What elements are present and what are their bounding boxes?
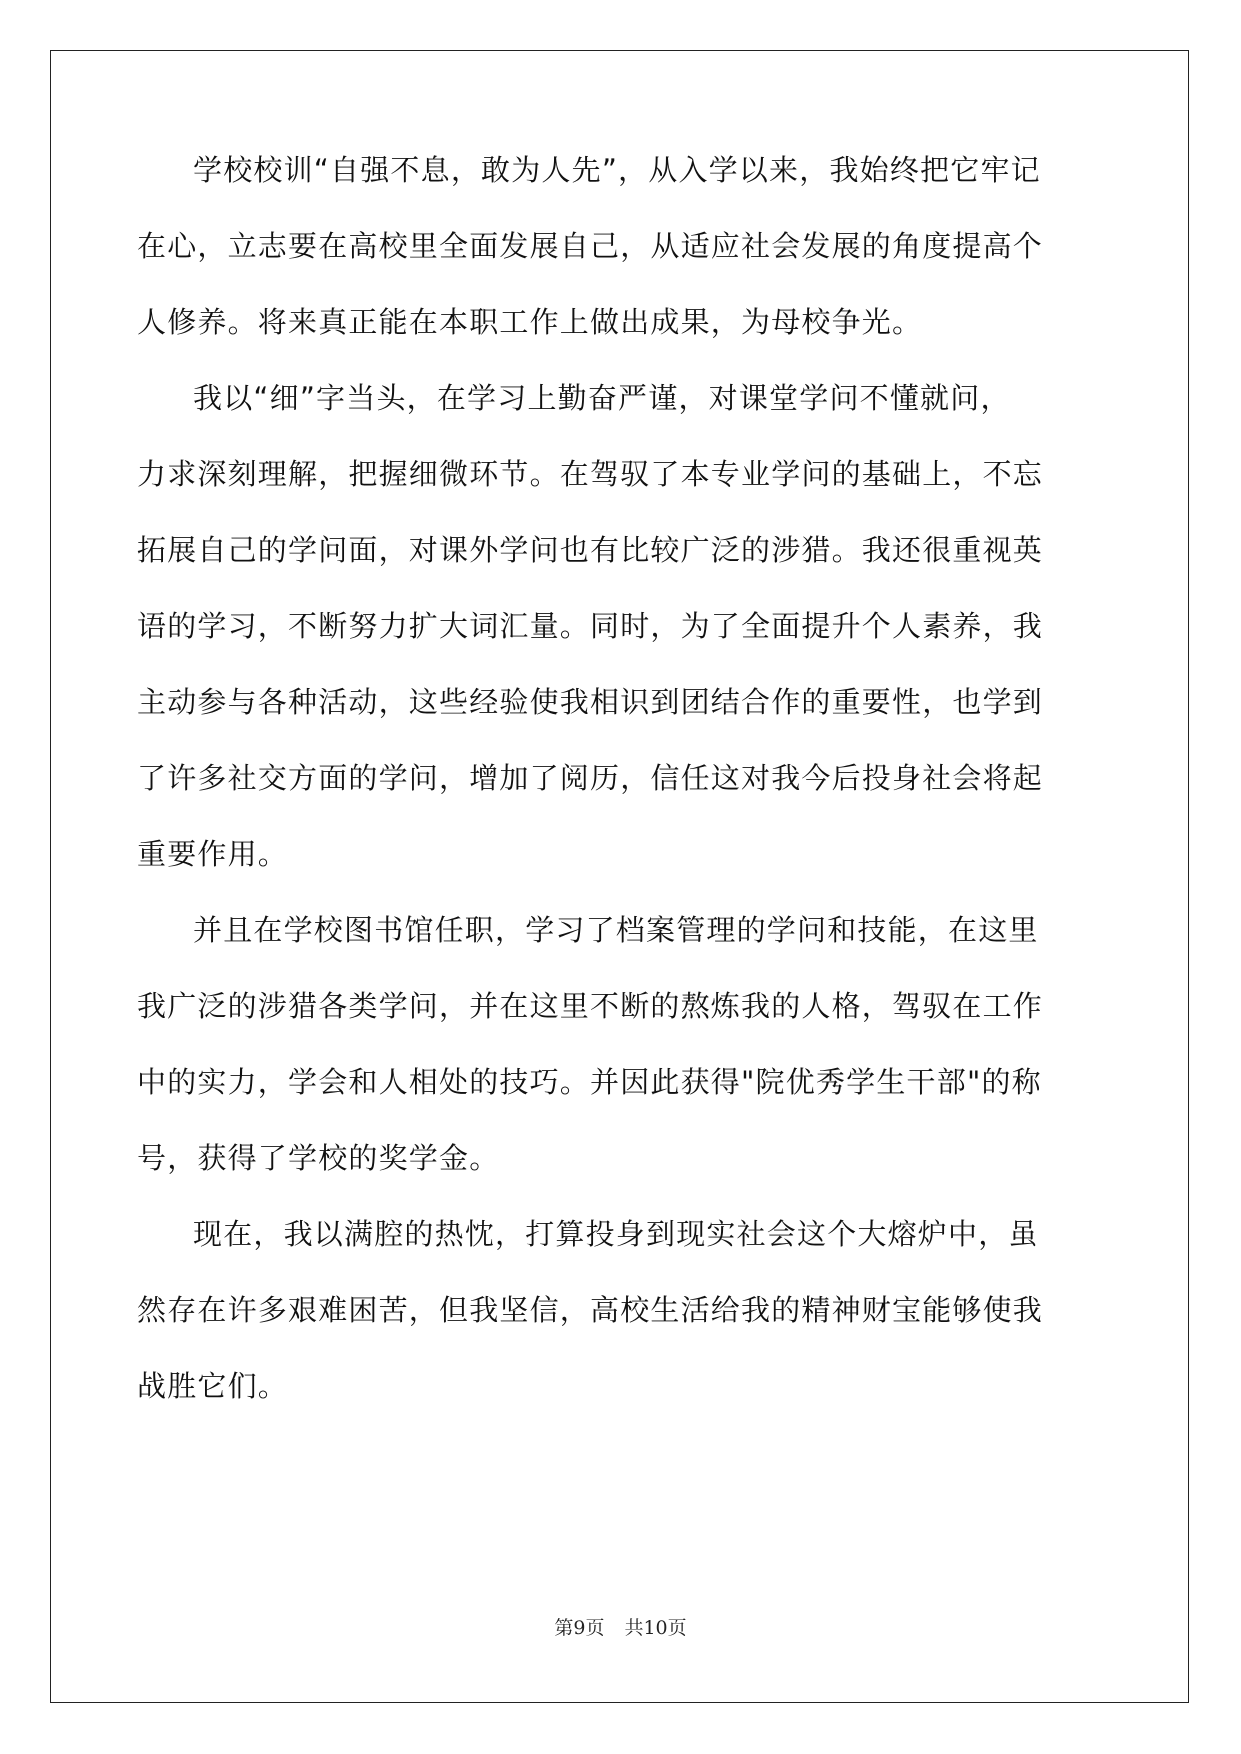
page-border (50, 50, 1189, 1703)
text-line: 拓展自己的学问面，对课外学问也有比较广泛的涉猎。我还很重视英 (137, 533, 1044, 567)
text-line: 主动参与各种活动，这些经验使我相识到团结合作的重要性，也学到 (137, 685, 1044, 719)
text-line: 战胜它们。 (137, 1369, 289, 1403)
page-total: 共10页 (624, 1617, 687, 1639)
text-line: 并且在学校图书馆任职，学习了档案管理的学问和技能，在这里 (193, 913, 1039, 947)
text-line: 我广泛的涉猎各类学问，并在这里不断的熬炼我的人格，驾驭在工作 (137, 989, 1044, 1023)
text-line: 语的学习，不断努力扩大词汇量。同时，为了全面提升个人素养，我 (137, 609, 1044, 643)
text-line: 学校校训“自强不息，敢为人先”，从入学以来，我始终把它牢记 (193, 153, 1041, 187)
page-footer (0, 1616, 1241, 1640)
text-line: 然存在许多艰难困苦，但我坚信，高校生活给我的精神财宝能够使我 (137, 1293, 1044, 1327)
text-line: 重要作用。 (137, 837, 289, 871)
text-line: 号，获得了学校的奖学金。 (137, 1141, 500, 1175)
text-line: 我以“细”字当头，在学习上勤奋严谨，对课堂学问不懂就问， (193, 381, 1011, 415)
text-line: 了许多社交方面的学问，增加了阅历，信任这对我今后投身社会将起 (137, 761, 1044, 795)
text-line: 人修养。将来真正能在本职工作上做出成果，为母校争光。 (137, 305, 923, 339)
page-number: 第9页 (554, 1617, 605, 1639)
text-line: 在心，立志要在高校里全面发展自己，从适应社会发展的角度提高个 (137, 229, 1044, 263)
text-line: 力求深刻理解，把握细微环节。在驾驭了本专业学问的基础上，不忘 (137, 457, 1044, 491)
text-line: 现在，我以满腔的热忱，打算投身到现实社会这个大熔炉中，虽 (193, 1217, 1039, 1251)
text-line: 中的实力，学会和人相处的技巧。并因此获得"院优秀学生干部"的称 (137, 1065, 1042, 1099)
